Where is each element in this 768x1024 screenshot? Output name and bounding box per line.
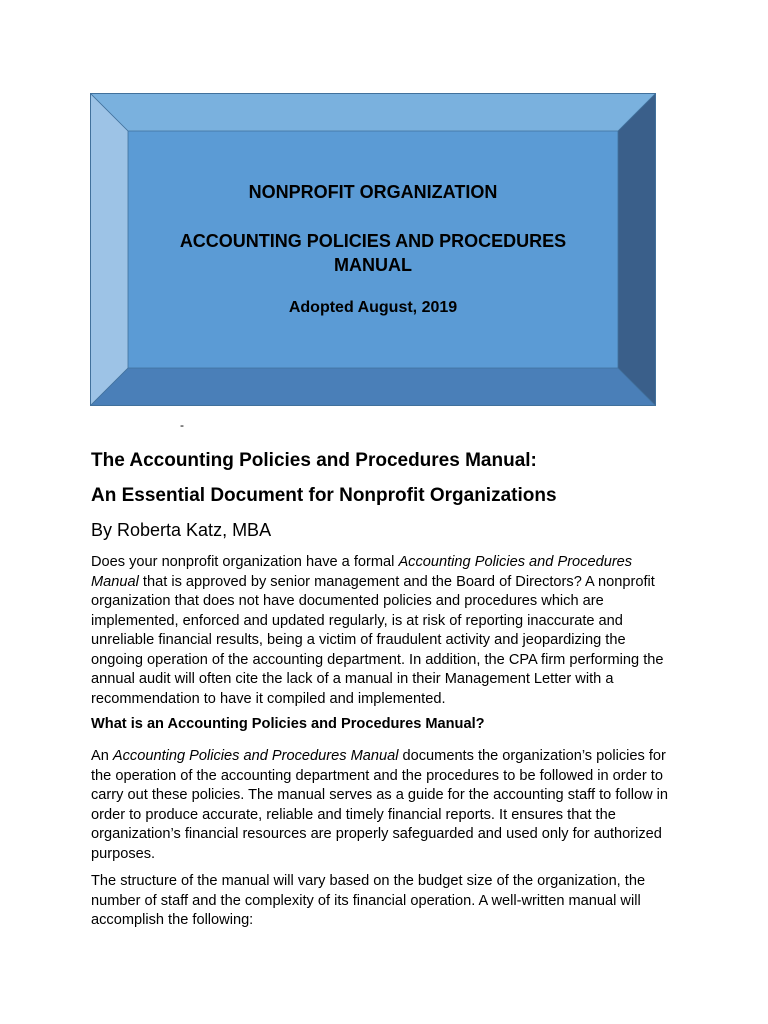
cover-box	[90, 93, 656, 406]
bevel-top	[90, 93, 656, 131]
cover-text	[128, 131, 618, 366]
intro-paragraph	[91, 553, 681, 709]
definition-paragraph	[91, 747, 681, 864]
definition-text-start: An	[91, 748, 113, 764]
intro-text-end: that is approved by senior management and the Board of Directors? A nonprofit organization that does not have documented policies and procedures which are implemented, enforced and updated regularly, is at risk of reporting inaccurate and unreliable financial results, being a victim of fraudulent activity and jeopardizing the ongoing operation of the accounting department. In addition, the CPA firm performing the annual audit will often cite the lack of a manual in their Management Letter with a recommendation to have it compiled and implemented.	[91, 573, 664, 707]
cover-manual-title: ACCOUNTING POLICIES AND PROCEDURES MANUAL	[179, 231, 567, 275]
stray-dash: -	[180, 418, 184, 432]
definition-text-end: documents the organization’s policies for the operation of the accounting department and the procedures to be followed in order to carry out these policies. The manual serves as a guide for the accounting staff to follow in order to produce accurate, reliable and timely financial reports. It ensures that the organization’s financial resources are properly safeguarded and used only for authorized purposes.	[91, 748, 669, 862]
cover-adopted-date: Adopted August, 2019	[288, 299, 458, 316]
author-byline: By Roberta Katz, MBA	[91, 520, 272, 540]
bevel-right	[618, 93, 656, 406]
cover-org-title: NONPROFIT ORGANIZATION	[248, 182, 498, 202]
article-subheading: An Essential Document for Nonprofit Organizations	[91, 485, 557, 506]
bevel-bottom	[90, 368, 656, 406]
definition-manual-title: Accounting Policies and Procedures Manual	[112, 748, 399, 764]
section-heading: What is an Accounting Policies and Procedures Manual?	[91, 716, 485, 732]
article-heading: The Accounting Policies and Procedures Manual:	[91, 450, 537, 471]
intro-manual-title: Accounting Policies and Procedures Manual	[91, 554, 633, 590]
bevel-left	[90, 93, 128, 406]
structure-paragraph: The structure of the manual will vary based on the budget size of the organization, the number of staff and the complexity of its financial operation. A well-written manual will accomplish the following:	[91, 873, 646, 928]
intro-text-start: Does your nonprofit organization have a formal	[91, 554, 399, 570]
